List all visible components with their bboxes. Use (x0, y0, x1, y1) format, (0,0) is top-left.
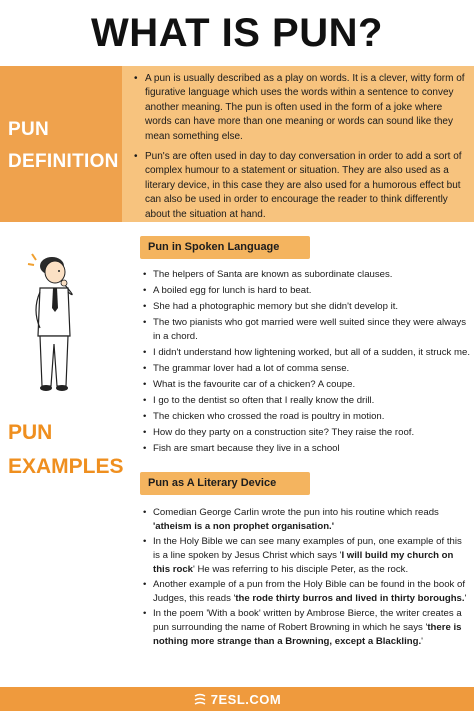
list-item: • The grammar lover had a lot of comma sense. (140, 362, 470, 376)
logo-icon (193, 692, 207, 706)
list-item: • I go to the dentist so often that I really know the drill. (140, 394, 470, 408)
definition-bullet: • Pun's are often used in day to day conversation in order to add a sort of complex humour to a statement or situation. They are also used as a literary device, in this case they are also used for a humorous effect but can also be used in order to encourage the reader to think differently about the situation at hand. (132, 150, 468, 222)
list-item (140, 506, 470, 534)
thinking-man-illustration (22, 244, 92, 394)
examples-heading (8, 416, 128, 484)
list-item: • I didn't understand how lightening worked, but all of a sudden, it struck me. (140, 346, 470, 360)
examples-heading-line2: EXAMPLES (8, 455, 124, 478)
examples-heading-line1: PUN (8, 421, 53, 444)
item-text: In the poem 'With a book' written by Ambrose Bierce, the writer creates a pun surrounding the name of Robert Browning in which he says ' (153, 608, 462, 633)
spoken-examples-list (140, 268, 470, 458)
literary-device-tag: Pun as A Literary Device (140, 472, 310, 495)
list-item (140, 607, 470, 649)
definition-list (132, 72, 468, 228)
item-after: ' (464, 593, 467, 604)
item-bold: I will build my church on this rock (153, 550, 454, 575)
definition-heading-line2: DEFINITION (8, 151, 119, 172)
list-item: • The two pianists who got married were well suited since they were always in a chord. (140, 316, 470, 344)
list-item (140, 535, 470, 577)
item-bold: there is nothing more strange than a Browning, except a Blackling. (153, 622, 462, 647)
page-title: WHAT IS PUN? (91, 10, 383, 55)
definition-heading (8, 114, 128, 178)
literary-examples-list (140, 506, 470, 650)
spoken-language-tag: Pun in Spoken Language (140, 236, 310, 259)
list-item: • What is the favourite car of a chicken? A coupe. (140, 378, 470, 392)
list-item: • The chicken who crossed the road is poultry in motion. (140, 410, 470, 424)
site-logo (193, 692, 281, 707)
list-item (140, 578, 470, 606)
logo-text: 7ESL.COM (210, 691, 282, 707)
definition-heading-line1: PUN (8, 119, 50, 140)
list-item: • Fish are smart because they live in a school (140, 442, 470, 456)
list-item: • A boiled egg for lunch is hard to beat. (140, 284, 470, 298)
item-after: ' He was referring to his disciple Peter, as the rock. (193, 564, 409, 575)
list-item: • She had a photographic memory but she didn't develop it. (140, 300, 470, 314)
definition-bullet: • A pun is usually described as a play on words. It is a clever, witty form of figurative language which uses the words within a sentence to convey another meaning. The pun is often used in the form of a joke where words can have more than one meaning or words can sound like they mean something else. (132, 72, 468, 144)
item-text: Comedian George Carlin wrote the pun into his routine which reads (153, 507, 439, 518)
item-after: ' (421, 636, 423, 647)
footer-bar (0, 687, 474, 711)
list-item: • The helpers of Santa are known as subordinate clauses. (140, 268, 470, 282)
item-bold: 'atheism is a non prophet organisation.' (153, 521, 335, 532)
item-text: Another example of a pun from the Holy Bible can be found in the book of Judges, this reads ' (153, 579, 465, 604)
item-bold: the rode thirty burros and lived in thirty boroughs. (235, 593, 465, 604)
item-text: In the Holy Bible we can see many examples of pun, one example of this is a line spoken by Jesus Christ which says ' (153, 536, 462, 561)
list-item: • How do they party on a construction site? They raise the roof. (140, 426, 470, 440)
